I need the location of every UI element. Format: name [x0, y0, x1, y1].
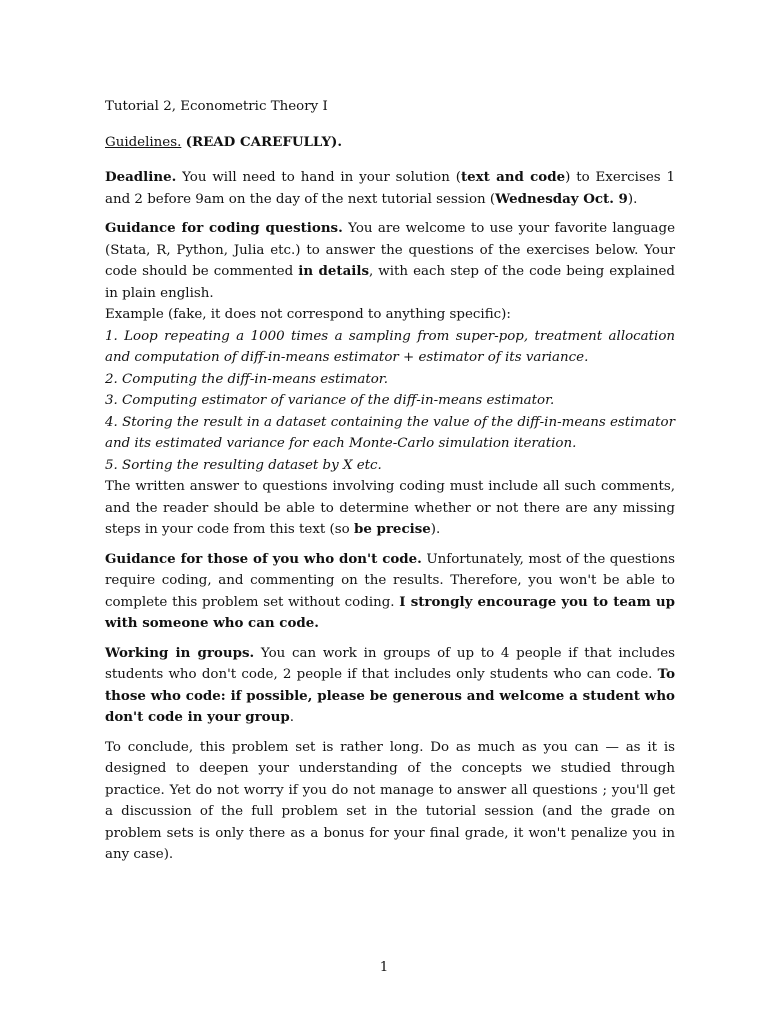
example-step: 1. Loop repeating a 1000 times a sampling from super-pop, treatment allocation and computation of diff-in-means estimator + estimator of its variance. — [105, 328, 675, 365]
deadline-paragraph — [105, 167, 675, 210]
coding-section — [105, 218, 675, 541]
coding-text-1: You are welcome to use your favorite language (Stata, R, Python, Julia etc.) to answer the questions of the exercises below. Your code should be commented — [105, 221, 676, 279]
coding-paragraph — [105, 218, 675, 304]
coding-after-text-2: ). — [430, 522, 441, 537]
groups-text-1: You can work in groups of up to 4 people if that includes students who don't code, 2 people if that includes only students who can code. — [105, 645, 675, 682]
deadline-text-1: You will need to hand in your solution ( — [176, 170, 461, 185]
coding-after-paragraph — [105, 476, 675, 541]
groups-bold-1: To those who code: if possible, please be generous and welcome a student who don't code in your group — [105, 666, 675, 725]
conclusion-paragraph: To conclude, this problem set is rather long. Do as much as you can — as it is designed to deepen your understanding of the concepts we studied through practice. Yet do not worry if you do not manage to answer all questions ; you'll get a discussion of the full problem set in the tutorial session (and the grade on problem sets is only there as a bonus for your final grade, it won't penalize you in any case). — [105, 739, 675, 862]
groups-text-2: . — [289, 710, 294, 725]
example-step: 4. Storing the result in a dataset containing the value of the diff-in-means estimator and its estimated variance for each Monte-Carlo simulation iteration. — [105, 414, 675, 451]
coding-text-2: , with each step of the code being explained in plain english. — [105, 264, 675, 301]
example-steps — [105, 326, 675, 477]
deadline-date: Wednesday Oct. 9 — [495, 190, 628, 207]
example-step: 2. Computing the diff-in-means estimator. — [105, 371, 388, 387]
coding-after-bold: be precise — [353, 521, 431, 537]
groups-paragraph — [105, 643, 675, 729]
example-intro: Example (fake, it does not correspond to anything specific): — [105, 307, 511, 322]
nocode-text-1: Unfortunately, most of the questions require coding, and commenting on the results. Therefore, you won't be able to complete this problem set without coding. — [105, 551, 675, 610]
coding-label: Guidance for coding questions. — [105, 220, 343, 236]
coding-bold-1: in details — [298, 263, 369, 279]
page-number: 1 — [379, 960, 389, 975]
example-step: 3. Computing estimator of variance of the diff-in-means estimator. — [105, 393, 555, 408]
nocode-label: Guidance for those of you who don't code. — [105, 550, 422, 567]
deadline-text-2: ) to Exercises 1 and 2 before 9am on the day of the next tutorial session ( — [105, 170, 675, 207]
example-step: 5. Sorting the resulting dataset by X etc. — [105, 457, 382, 473]
nocode-bold-1: I strongly encourage you to team up with someone who can code. — [105, 593, 675, 631]
guidelines-heading — [105, 132, 675, 154]
deadline-text-3: ). — [627, 191, 638, 207]
nocode-paragraph — [105, 549, 675, 635]
groups-label: Working in groups. — [105, 644, 255, 661]
deadline-label: Deadline. — [105, 169, 177, 185]
deadline-bold-1: text and code — [460, 169, 566, 185]
document-title: Tutorial 2, Econometric Theory I — [105, 99, 328, 114]
guidelines-note: (READ CAREFULLY). — [185, 133, 343, 150]
document-page — [105, 96, 675, 866]
coding-after-text-1: The written answer to questions involving coding must include all such comments, and the reader should be able to determine whether or not there are any missing steps in your code from this text (so — [105, 479, 675, 537]
guidelines-label: Guidelines. — [105, 134, 182, 150]
